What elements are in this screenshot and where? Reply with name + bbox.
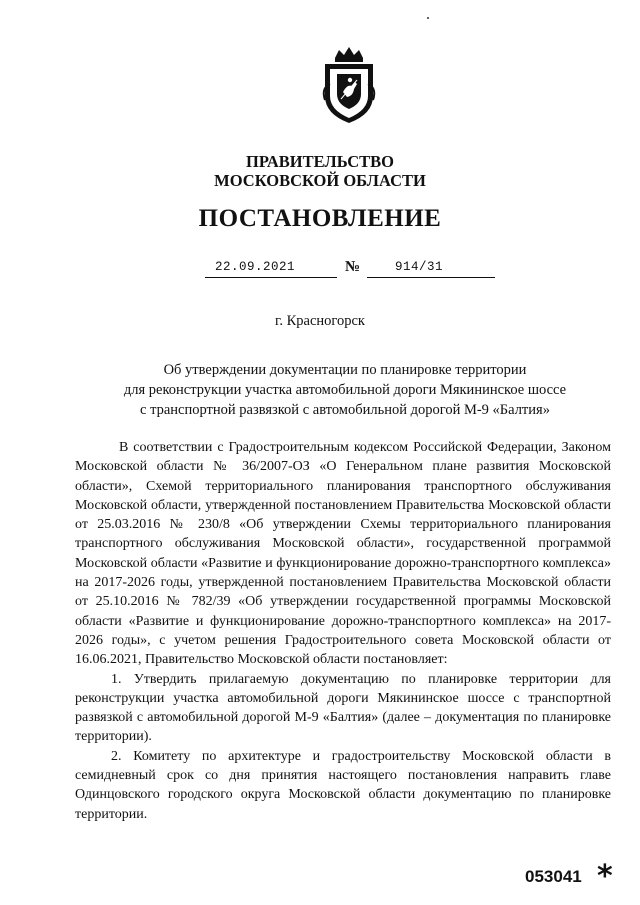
asterisk-mark: *	[597, 859, 613, 894]
number-sign: №	[345, 259, 361, 275]
title-line-2: для реконструкции участка автомобильной дороги Мякининское шоссе	[123, 382, 567, 398]
city: г. Красногорск	[275, 313, 365, 329]
scan-speck	[427, 17, 429, 19]
issuer-line-2: МОСКОВСКОЙ ОБЛАСТИ	[214, 171, 426, 190]
document-body	[75, 438, 611, 824]
issuer-block	[0, 152, 640, 190]
list-item: 1. Утвердить прилагаемую документацию по планировке территории для реконструкции участка автомобильной дороги Мякининское шоссе с транспортной развязкой с автомобильной дорогой М-9 «Балтия» (далее – документация по планировке территории).	[75, 671, 611, 745]
number-underline	[367, 277, 495, 278]
list-item: 2. Комитету по архитектуре и градостроительству Московской области в семидневный срок со дня принятия настоящего постановления направить главе Одинцовского городского округа Московской области документацию по планировке территории.	[75, 748, 611, 822]
coat-of-arms-icon	[317, 44, 381, 126]
date-number-row	[205, 260, 495, 280]
registration-number: 053041	[525, 867, 582, 886]
document-type: ПОСТАНОВЛЕНИЕ	[198, 205, 442, 232]
preamble-paragraph: В соответствии с Градостроительным кодексом Российской Федерации, Законом Московской области № 36/2007-ОЗ «О Генеральном плане развития Московской области», Схемой территориального планирования транспортного обслуживания Московской области, утвержденной постановлением Правительства Московской области от 25.03.2016 № 230/8 «Об утверждении Схемы территориального планирования транспортного обслуживания Московской области», государственной программой Московской области «Развитие и функционирование дорожно-транспортного комплекса» на 2017-2026 годы, утвержденной постановлением Правительства Московской области от 25.10.2016 № 782/39 «Об утверждении государственной программы Московской области «Развитие и функционирование дорожно-транспортного комплекса» на 2017-2026 годы», с учетом решения Градостроительного совета Московской области от 16.06.2021, Правительство Московской области постановляет:	[75, 440, 611, 668]
document-title	[80, 360, 610, 420]
document-date: 22.09.2021	[214, 260, 295, 274]
issuer-line-1: ПРАВИТЕЛЬСТВО	[246, 152, 394, 171]
title-line-3: с транспортной развязкой с автомобильной дорогой М-9 «Балтия»	[140, 402, 550, 418]
date-underline	[205, 277, 337, 278]
document-number: 914/31	[395, 260, 444, 274]
title-line-1: Об утверждении документации по планировке территории	[163, 362, 527, 378]
